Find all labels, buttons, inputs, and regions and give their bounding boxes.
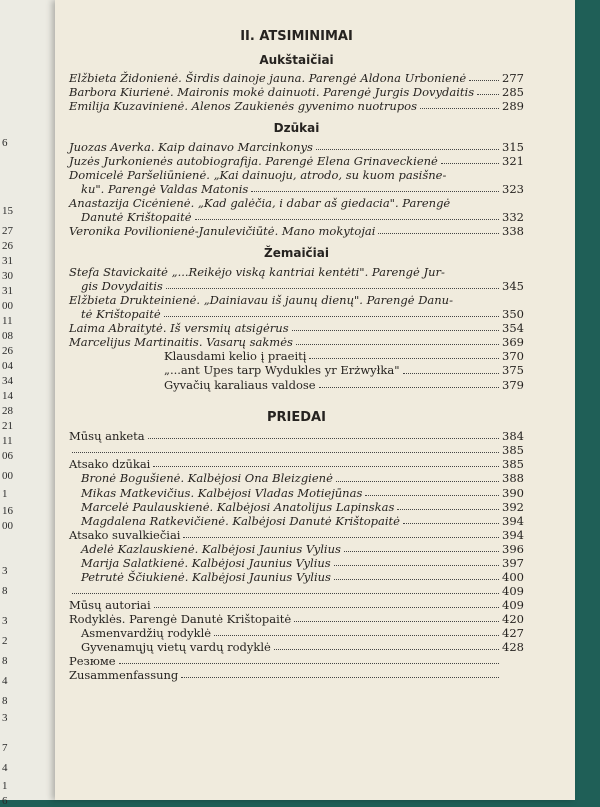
toc-entry-continued: Danutė Krištopaitė 332 xyxy=(81,210,524,225)
toc-entry: „...ant Upes tarp Wydukles yr Erżwyłka" 375 xyxy=(164,363,524,378)
left-page-number: 8 xyxy=(2,585,8,597)
toc-entry: Elžbieta Drukteinienė. „Dainiavau iš jaunų dienų". Parengė Danu- xyxy=(69,293,453,308)
left-page-number: 27 xyxy=(2,225,13,237)
left-page-number: 8 xyxy=(2,655,8,667)
toc-entry-continued: tė Krištopaitė 350 xyxy=(81,307,524,322)
subheading-aukstaiciai: Aukštaičiai xyxy=(259,52,334,67)
left-page-number: 26 xyxy=(2,345,13,357)
toc-entry: Atsako suvalkiečiai 394 xyxy=(69,527,524,542)
toc-entry: Magdalena Ratkevičienė. Kalbėjosi Danutė Krištopaitė 394 xyxy=(81,513,524,528)
toc-entry: Elžbieta Židonienė. Širdis dainoje jauna. Parengė Aldona Urbonienė 277 xyxy=(69,71,524,86)
toc-entry: Stefa Stavickaitė „...Reikėjo viską kantriai kentėti". Parengė Jur- xyxy=(69,265,445,280)
left-page-number: 00 xyxy=(2,520,13,532)
left-page-number: 6 xyxy=(2,795,8,807)
toc-entry: 385 xyxy=(69,444,524,456)
left-page-number: 4 xyxy=(2,762,8,774)
left-page-number: 31 xyxy=(2,255,13,267)
toc-entry: Emilija Kuzavinienė. Alenos Zaukienės gyvenimo nuotrupos 289 xyxy=(69,99,524,114)
toc-entry: Asmenvardžių rodyklė 427 xyxy=(81,626,524,641)
toc-entry: Резюме xyxy=(69,655,524,667)
left-page-number: 14 xyxy=(2,390,13,402)
left-page-number: 21 xyxy=(2,420,13,432)
toc-entry: Juozas Averka. Kaip dainavo Marcinkonys 315 xyxy=(69,140,524,155)
toc-entry: Mūsų anketa 384 xyxy=(69,429,524,444)
left-page-number: 7 xyxy=(2,742,8,754)
left-page-number: 00 xyxy=(2,300,13,312)
left-page-number: 11 xyxy=(2,435,13,447)
subheading-zemaiciai: Žemaičiai xyxy=(264,246,329,261)
left-page-number: 34 xyxy=(2,375,13,387)
left-page-number: 26 xyxy=(2,240,13,252)
toc-entry: Marcelė Paulauskienė. Kalbėjosi Anatolijus Lapinskas 392 xyxy=(81,499,524,514)
left-page-number: 30 xyxy=(2,270,13,282)
toc-entry: Laima Abraitytė. Iš versmių atsigėrus 354 xyxy=(69,321,524,336)
left-page-number: 00 xyxy=(2,470,13,482)
left-page-number: 31 xyxy=(2,285,13,297)
table-of-contents xyxy=(69,10,524,683)
toc-entry: Bronė Bogušienė. Kalbėjosi Ona Bleizgienė 388 xyxy=(81,471,524,486)
left-page-number: 6 xyxy=(2,137,8,149)
toc-entry: 409 xyxy=(69,585,524,597)
toc-entry: Atsako dzūkai 385 xyxy=(69,457,524,472)
left-page-number: 04 xyxy=(2,360,13,372)
left-page-number: 2 xyxy=(2,635,8,647)
toc-entry: Veronika Povilionienė-Janulevičiūtė. Mano mokytojai 338 xyxy=(69,224,524,239)
left-page-number: 1 xyxy=(2,488,8,500)
toc-entry-continued: gis Dovydaitis 345 xyxy=(81,279,524,294)
book-page xyxy=(55,0,575,800)
toc-entry: Petrutė Ščiukienė. Kalbėjosi Jaunius Vylius 400 xyxy=(81,569,524,584)
left-page-number: 3 xyxy=(2,615,8,627)
toc-entry: Mūsų autoriai 409 xyxy=(69,598,524,612)
toc-entry: Domicelė Paršeliūnienė. „Kai dainuoju, atrodo, su kuom pasišne- xyxy=(69,168,447,183)
toc-entry: Gyvačių karaliaus valdose 379 xyxy=(164,377,524,392)
toc-entry: Marija Salatkienė. Kalbėjosi Jaunius Vylius 397 xyxy=(81,555,524,570)
subheading-dzukai: Dzūkai xyxy=(273,121,320,136)
toc-entry: Gyvenamųjų vietų vardų rodyklė 428 xyxy=(81,640,524,655)
appendix-heading: PRIEDAI xyxy=(267,409,326,425)
left-page-number: 8 xyxy=(2,695,8,707)
left-page-number: 11 xyxy=(2,315,13,327)
left-page-number: 08 xyxy=(2,330,13,342)
left-page-number: 3 xyxy=(2,565,8,577)
toc-entry: Adelė Kazlauskienė. Kalbėjosi Jaunius Vylius 396 xyxy=(81,541,524,556)
toc-entry: Barbora Kiurienė. Maironis mokė dainuoti. Parengė Jurgis Dovydaitis 285 xyxy=(69,85,524,100)
toc-entry-continued: ku". Parengė Valdas Matonis 323 xyxy=(81,182,524,197)
left-page-number: 15 xyxy=(2,205,13,217)
left-page-number: 3 xyxy=(2,712,8,724)
section-title: II. ATSIMINIMAI xyxy=(240,29,353,44)
toc-entry: Mikas Matkevičius. Kalbėjosi Vladas Motiejūnas 390 xyxy=(81,485,524,500)
left-page-number: 4 xyxy=(2,675,8,687)
toc-entry: Klausdami kelio į praeitį 370 xyxy=(164,349,524,364)
toc-entry: Rodyklės. Parengė Danutė Krištopaitė 420 xyxy=(69,612,524,627)
toc-entry: Marcelijus Martinaitis. Vasarų sakmės 369 xyxy=(69,335,524,350)
toc-entry: Anastazija Cicėnienė. „Kad galėčia, i dabar aš giedacia". Parengė xyxy=(69,196,451,211)
left-page-number: 28 xyxy=(2,405,13,417)
toc-entry: Juzės Jurkonienės autobiografija. Parengė Elena Grinaveckienė 321 xyxy=(69,154,524,169)
left-page-number: 06 xyxy=(2,450,13,462)
left-page-number: 1 xyxy=(2,780,8,792)
left-page-number: 16 xyxy=(2,505,13,517)
toc-entry: Zusammenfassung xyxy=(69,669,524,681)
